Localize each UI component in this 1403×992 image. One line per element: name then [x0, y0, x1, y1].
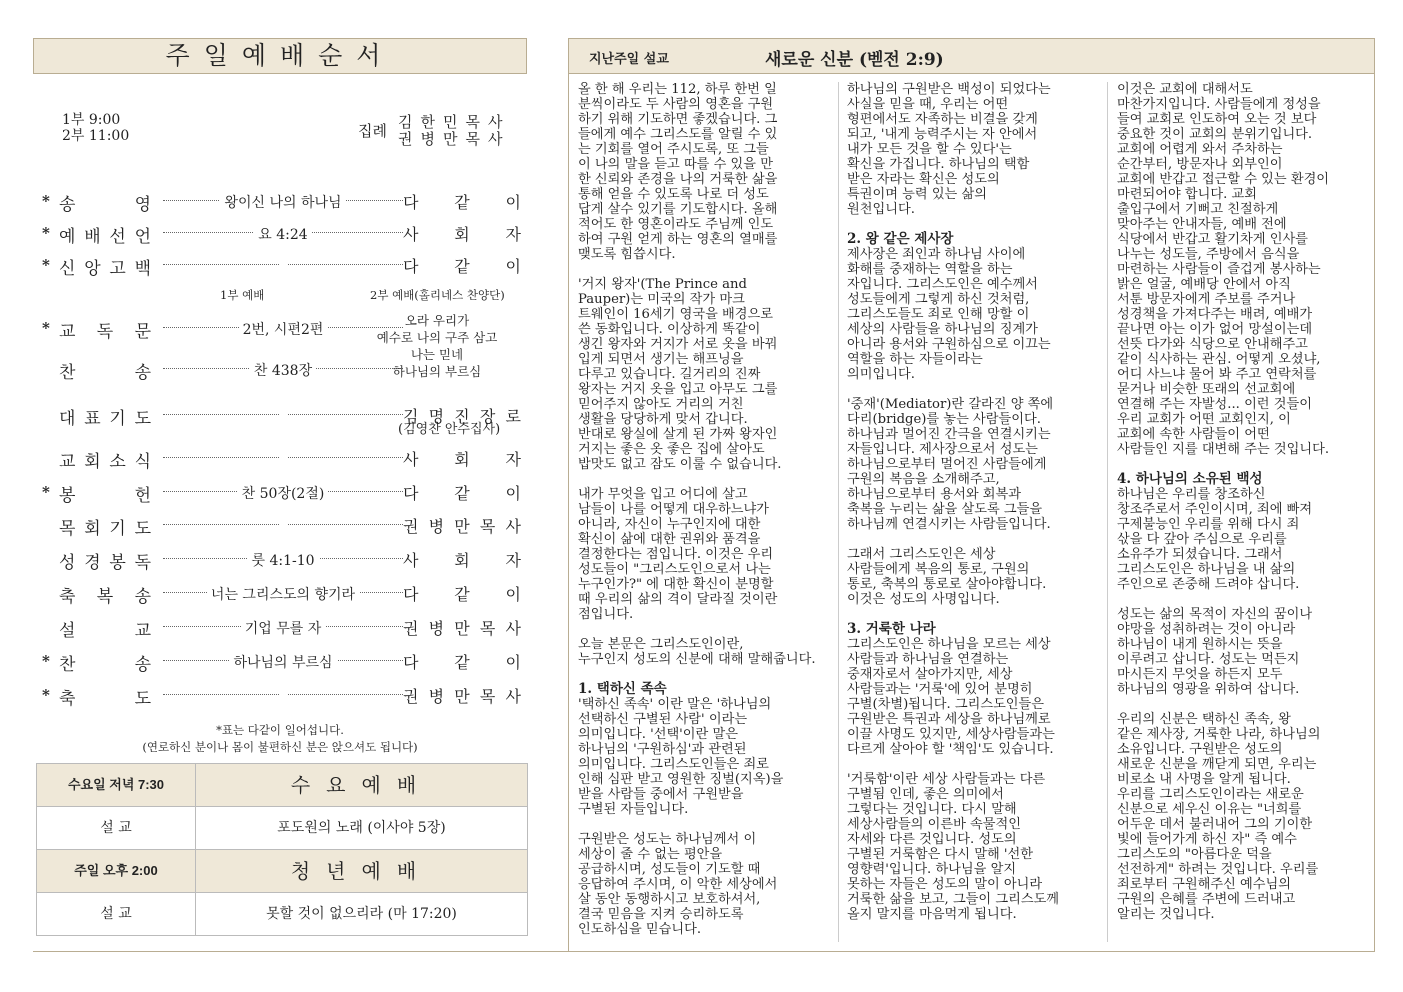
order-item-detail: 너는 그리스도의 향기라	[163, 584, 403, 604]
order-item-leader: 권 병 만 목 사	[403, 687, 521, 706]
stand-mark: *	[42, 319, 50, 337]
sermon-text: 이것은 교회에 대해서도 마찬가지입니다. 사람들에게 정성을 들여 교회로 인도하여 오는 것 보다 중요한 것이 교회의 분위기입니다. 교회에 어렵게 와서 주차하는 순간부터, 방문자나 외부인이 교회에 반갑고 접근할 수 있는 환경이 마련되어야 합니다. 교회 출입구에서 기뻐고 친절하게 맞아주는 안내자들, 예배 전에 식당에서 반갑고 활기차게 인사를 나누는 성도들, 주방에서 음식을 마련하는 사람들이 즐겁게 봉사하는 밝은 얼굴, 예배당 안에서 아직 서툰 방문자에게 주보를 주거나 성경책을 가져다주는 배려, 예배가 끝나면 아는 이가 없어 망설이는데 선뜻 다가와 식당으로 안내해주고 같이 식사하는 관심. 어떻게 오셨냐, 어디 사느냐 물어 봐 주고 연락처를 묻거나 비슷한 또래의 선교회에 연결해 주는 자발성... 이런 것들이 우리 교회가 어떤 교회인지, 이 교회에 속한 사람들이 어떤 사람들인 지를 대변해 주는 것입니다.	[1117, 82, 1330, 457]
order-item-detail: 요 4:24	[163, 224, 403, 244]
order-item	[42, 646, 525, 676]
order-item-detail: 하나님의 부르심	[163, 652, 403, 672]
sermon-heading: 1. 택하신 족속	[578, 681, 667, 697]
order-item-detail: 2번, 시편2편	[163, 319, 403, 339]
choir-song: 예수로 나의 구주 삼고	[376, 330, 498, 345]
order-item-name: 예 배 선 언	[59, 227, 151, 247]
order-item-name: 봉 헌	[59, 486, 151, 506]
choir-song: 나는 믿네	[410, 347, 464, 362]
sermon-text: 성도는 삶의 목적이 자신의 꿈이나 야망을 성취하려는 것이 아니라 하나님이 내게 원하시는 뜻을 이루려고 삽니다. 성도는 먹든지 마시든지 무엇을 하든지 모두 하나님의 영광을 위하여 삽니다.	[1117, 607, 1313, 697]
order-item-name: 신 앙 고 백	[59, 259, 151, 279]
order-item-leader: 다 같 이	[403, 653, 521, 672]
stand-mark: *	[42, 686, 50, 704]
sermon-text: 하나님의 구원받은 백성이 되었다는 사실을 믿을 때, 우리는 어떤 형편에서도 자족하는 비결을 갖게 되고, '내게 능력주시는 자 안에서 내가 모든 것을 할 수 있다'는 확신을 가집니다. 하나님의 택함 받은 자라는 확신은 성도의 특권이며 능력 있는 삶의 원천입니다.	[847, 82, 1051, 217]
officiant-1: 김한민목사	[398, 113, 511, 131]
sun-sermon-label: 설 교	[37, 893, 196, 935]
order-item-leader: 사 회 자	[403, 551, 521, 570]
note-standing: *표는 다같이 일어섭니다.	[216, 723, 344, 737]
worship-1-label: 1부 예배	[220, 288, 265, 302]
order-item-detail: 찬 438장	[163, 360, 403, 380]
sermon-text: 오늘 본문은 그리스도인이란, 누구인지 성도의 신분에 대해 말해줍니다.	[578, 637, 816, 667]
sermon-paragraph	[1117, 82, 1369, 457]
table-row	[37, 893, 527, 935]
order-item	[45, 510, 525, 540]
stand-mark: *	[42, 483, 50, 501]
order-item	[45, 578, 525, 608]
order-item-name: 축 복 송	[59, 587, 151, 607]
sermon-column-1	[578, 82, 830, 952]
sermon-text: '거룩함'이란 세상 사람들과는 다른 구별됨 인데, 좋은 의미에서 그렇다는 것입니다. 다시 말해 세상사람들의 이른바 속물적인 자세와 다른 것입니다. 성도의 구별된 거룩함은 다시 말해 '선한 영향력'입니다. 하나님을 알지 못하는 자들은 성도의 말이 아니라 거룩한 삶을 보고, 그들이 그리스도께 올지 말지를 마음먹게 됩니다.	[847, 772, 1060, 922]
service-time-second: 2부 11:00	[62, 128, 130, 144]
order-item-detail	[163, 406, 403, 422]
sermon-text: 내가 무엇을 입고 어디에 살고 남들이 나를 어떻게 대우하느냐가 아니라, 자신이 누구인지에 대한 확신이 삶에 대한 권위와 품격을 결정한다는 점입니다. 이것은 우리 성도들이 "그리스도인으로서 나는 누구인가?" 에 대한 확신이 분명할 때 우리의 삶의 격이 달라질 것이란 점입니다.	[578, 487, 778, 622]
order-item-leader: 다 같 이	[403, 585, 521, 604]
order-item-detail: 기업 무를 자	[163, 618, 403, 638]
sermon-text: '거지 왕자'(The Prince and Pauper)는 미국의 작가 마크 트웨인이 16세기 영국을 배경으로 쓴 동화입니다. 이상하게 똑같이 생긴 왕자와 거지가 서로 옷을 바꿔 입게 되면서 생기는 해프닝을 다루고 있습니다. 길거리의 진짜 왕자는 거지 옷을 입고 아무도 그를 믿어주지 않아도 거리의 거친 생활을 당당하게 맞서 갑니다. 반대로 왕실에 살게 된 가짜 왕자인 거지는 좋은 옷 좋은 집에 살아도 밥맛도 없고 잠도 이룰 수 없습니다.	[578, 277, 782, 472]
table-row	[37, 764, 527, 807]
order-item	[42, 477, 525, 507]
order-item-detail	[163, 516, 403, 532]
sermon-paragraph	[847, 547, 1099, 607]
order-item-leader: 권 병 만 목 사	[403, 517, 521, 536]
sermon-paragraph	[847, 622, 1099, 757]
note-seated: (연로하신 분이나 몸이 불편하신 분은 앉으셔도 됩니다)	[142, 740, 418, 754]
order-item	[42, 250, 525, 280]
officiant-2: 권병만목사	[398, 130, 511, 148]
order-item-leader: 김 명 진 장 로	[403, 407, 521, 426]
program-table	[36, 763, 528, 936]
order-item-name: 목 회 기 도	[59, 519, 151, 539]
order-item-name: 대 표 기 도	[59, 409, 151, 429]
officiant-label: 집례	[358, 122, 387, 140]
sermon-paragraph	[847, 772, 1099, 922]
sermon-paragraph	[578, 682, 830, 817]
order-item-leader: 권 병 만 목 사	[403, 619, 521, 638]
wed-sermon: 포도원의 노래 (이사야 5장)	[277, 820, 446, 836]
order-item-name: 송 영	[59, 195, 151, 215]
sermon-text: 그리스도인은 하나님을 모르는 세상 사람들과 하나님을 연결하는 중재자로서 살아가지만, 세상 사람들과는 '거룩'에 있어 분명히 구별(차별)됩니다. 그리스도인들은 구원받은 특권과 세상을 하나님께로 이끌 사명도 있지만, 세상사람들과는 다르게 살아야 할 '책임'도 있습니다.	[847, 637, 1055, 757]
order-item-leader: 다 같 이	[403, 193, 521, 212]
wed-time: 수요일 저녁 7:30	[37, 764, 196, 806]
sermon-paragraph	[578, 82, 830, 262]
order-item-name: 교 독 문	[59, 322, 151, 342]
order-item-leader: 다 같 이	[403, 257, 521, 276]
sermon-text: 우리의 신분은 택하신 족속, 왕 같은 제사장, 거룩한 나라, 하나님의 소유입니다. 구원받은 성도의 새로운 신분을 깨닫게 되면, 우리는 비로소 내 사명을 알게 됩니다. 우리를 그리스도인이라는 새로운 신분으로 세우신 이유는 "너희를 어두운 데서 불러내어 그의 기이한 빛에 들어가게 하신 자" 즉 예수 그리스도의 "아름다운 덕을 선전하게" 하려는 것입니다. 우리를 죄로부터 구원해주신 예수님의 구원의 은혜를 주변에 드러내고 알리는 것입니다.	[1117, 712, 1321, 922]
stand-mark: *	[42, 652, 50, 670]
order-item	[45, 443, 525, 473]
stand-mark: *	[42, 224, 50, 242]
bottom-rule	[33, 951, 1375, 952]
sermon-paragraph	[1117, 472, 1369, 592]
sermon-paragraph	[578, 637, 830, 667]
order-item-name: 성 경 봉 독	[59, 553, 151, 573]
order-item	[45, 544, 525, 574]
worship-2-label: 2부 예배(홀리네스 찬양단)	[370, 288, 505, 302]
order-item-detail: 룻 4:1-10	[163, 550, 403, 570]
order-item-detail: 찬 50장(2절)	[163, 483, 403, 503]
table-row	[37, 807, 527, 850]
stand-mark: *	[42, 256, 50, 274]
wed-sermon-label: 설 교	[37, 807, 196, 849]
stand-mark: *	[42, 192, 50, 210]
order-item	[42, 186, 525, 216]
order-item-detail	[163, 449, 403, 465]
sermon-column-2	[847, 82, 1099, 937]
order-item-name: 교 회 소 식	[59, 452, 151, 472]
order-item-name: 설 교	[59, 621, 151, 641]
sermon-text: 제사장은 죄인과 하나님 사이에 화해를 중재하는 역할을 하는 자입니다. 그리스도인은 예수께서 성도들에게 그렇게 하신 것처럼, 그리스도들도 죄로 인해 망할 이 세상의 사람들을 하나님의 징계가 아니라 용서와 구원하심으로 이끄는 역할을 하는 자들이라는 의미입니다.	[847, 247, 1051, 382]
sermon-text: 하나님은 우리를 창조하신 창조주로서 주인이시며, 죄에 빠져 구제불능인 우리를 위해 다시 죄 삯을 다 갚아 주심으로 우리를 소유주가 되셨습니다. 그래서 그리스도인은 하나님을 내 삶의 주인으로 존중해 드려야 삽니다.	[1117, 487, 1313, 592]
sermon-text: '택하신 족속' 이란 말은 '하나님의 선택하신 구별된 사람' 이라는 의미입니다. '선택'이란 말은 하나님의 '구원하심'과 관련된 의미입니다. 그리스도인들은 죄로 인해 심판 받고 영원한 징벌(지옥)을 받을 사람들 중에서 구원받을 구별된 자들입니다.	[578, 697, 784, 817]
table-row	[37, 850, 527, 893]
choir-songs	[372, 312, 502, 380]
sermon-heading: 4. 하나님의 소유된 백성	[1117, 471, 1263, 487]
sermon-title: 새로운 신분 (벧전 2:9)	[765, 50, 944, 70]
order-item-name: 축 도	[59, 689, 151, 709]
order-item-detail	[163, 256, 403, 272]
order-item	[42, 218, 525, 248]
order-item-name: 찬 송	[59, 655, 151, 675]
order-item-leader: 다 같 이	[403, 484, 521, 503]
order-item-leader: 사 회 자	[403, 225, 521, 244]
choir-song: 오라 우리가	[404, 313, 470, 328]
service-time-first: 1부 9:00	[62, 112, 121, 128]
page-title: 주일예배순서	[33, 38, 527, 74]
sermon-paragraph	[847, 232, 1099, 382]
sermon-column-3	[1117, 82, 1369, 937]
order-item	[42, 680, 525, 710]
wed-title: 수요예배	[290, 773, 433, 797]
order-item-name: 찬 송	[59, 363, 151, 383]
sermon-text: 그래서 그리스도인은 세상 사람들에게 복음의 통로, 구원의 통로, 축복의 통로로 살아야합니다. 이것은 성도의 사명입니다.	[847, 547, 1047, 607]
order-item-detail: 왕이신 나의 하나님	[163, 192, 403, 212]
sermon-heading: 2. 왕 같은 제사장	[847, 231, 954, 247]
sermon-label: 지난주일 설교	[589, 52, 669, 67]
sermon-paragraph	[847, 82, 1099, 217]
sermon-text: '중재'(Mediator)란 갈라진 양 쪽에 다리(bridge)를 놓는 사람들이다. 하나님과 멀어진 간극을 연결시키는 자들입니다. 제사장으로서 성도는 하나님으로부터 멀어진 사람들에게 구원의 복음을 소개해주고, 하나님으로부터 용서와 회복과 축복을 누리는 삶을 살도록 그들을 하나님께 연결시키는 사람들입니다.	[847, 397, 1054, 532]
sermon-text: 구원받은 성도는 하나님께서 이 세상이 줄 수 없는 평안을 공급하시며, 성도들이 기도할 때 응답하여 주시며, 이 악한 세상에서 살 동안 동행하시고 보호하셔서, 결국 믿음을 지켜 승리하도록 인도하심을 믿습니다.	[578, 832, 778, 937]
sermon-paragraph	[1117, 607, 1369, 697]
sermon-heading: 3. 거룩한 나라	[847, 621, 936, 637]
sun-title: 청년예배	[290, 859, 433, 883]
order-item-detail	[163, 686, 403, 702]
sermon-paragraph	[1117, 712, 1369, 922]
sun-time: 주일 오후 2:00	[37, 850, 196, 892]
column-divider	[1107, 82, 1108, 942]
sun-sermon: 못할 것이 없으리라 (마 17:20)	[266, 906, 457, 922]
sermon-paragraph	[578, 832, 830, 937]
sermon-header	[568, 38, 1375, 74]
order-item	[45, 612, 525, 642]
sermon-text: 올 한 해 우리는 112, 하루 한번 일 분씩이라도 두 사람의 영혼을 구원 하기 위해 기도하면 좋겠습니다. 그 들에게 예수 그리스도를 알릴 수 있 는 기회를 열어 주시도록, 또 그들 이 나의 말을 듣고 따를 수 있을 만 한 신뢰와 존경을 나의 거룩한 삶을 통해 얻을 수 있도록 나로 더 성도 답게 살수 있기를 기도합시다. 올해 적어도 한 영혼이라도 주님께 인도 하여 구원 얻게 하는 영혼의 열매를 맺도록 힘씁시다.	[578, 82, 778, 262]
sermon-paragraph	[847, 397, 1099, 532]
sermon-paragraph	[578, 487, 830, 622]
column-divider	[838, 82, 839, 942]
choir-song: 하나님의 부르심	[392, 364, 482, 379]
order-item-leader: 사 회 자	[403, 450, 521, 469]
sermon-paragraph	[578, 277, 830, 472]
prayer-sub: (김영찬 안수집사)	[398, 422, 501, 437]
